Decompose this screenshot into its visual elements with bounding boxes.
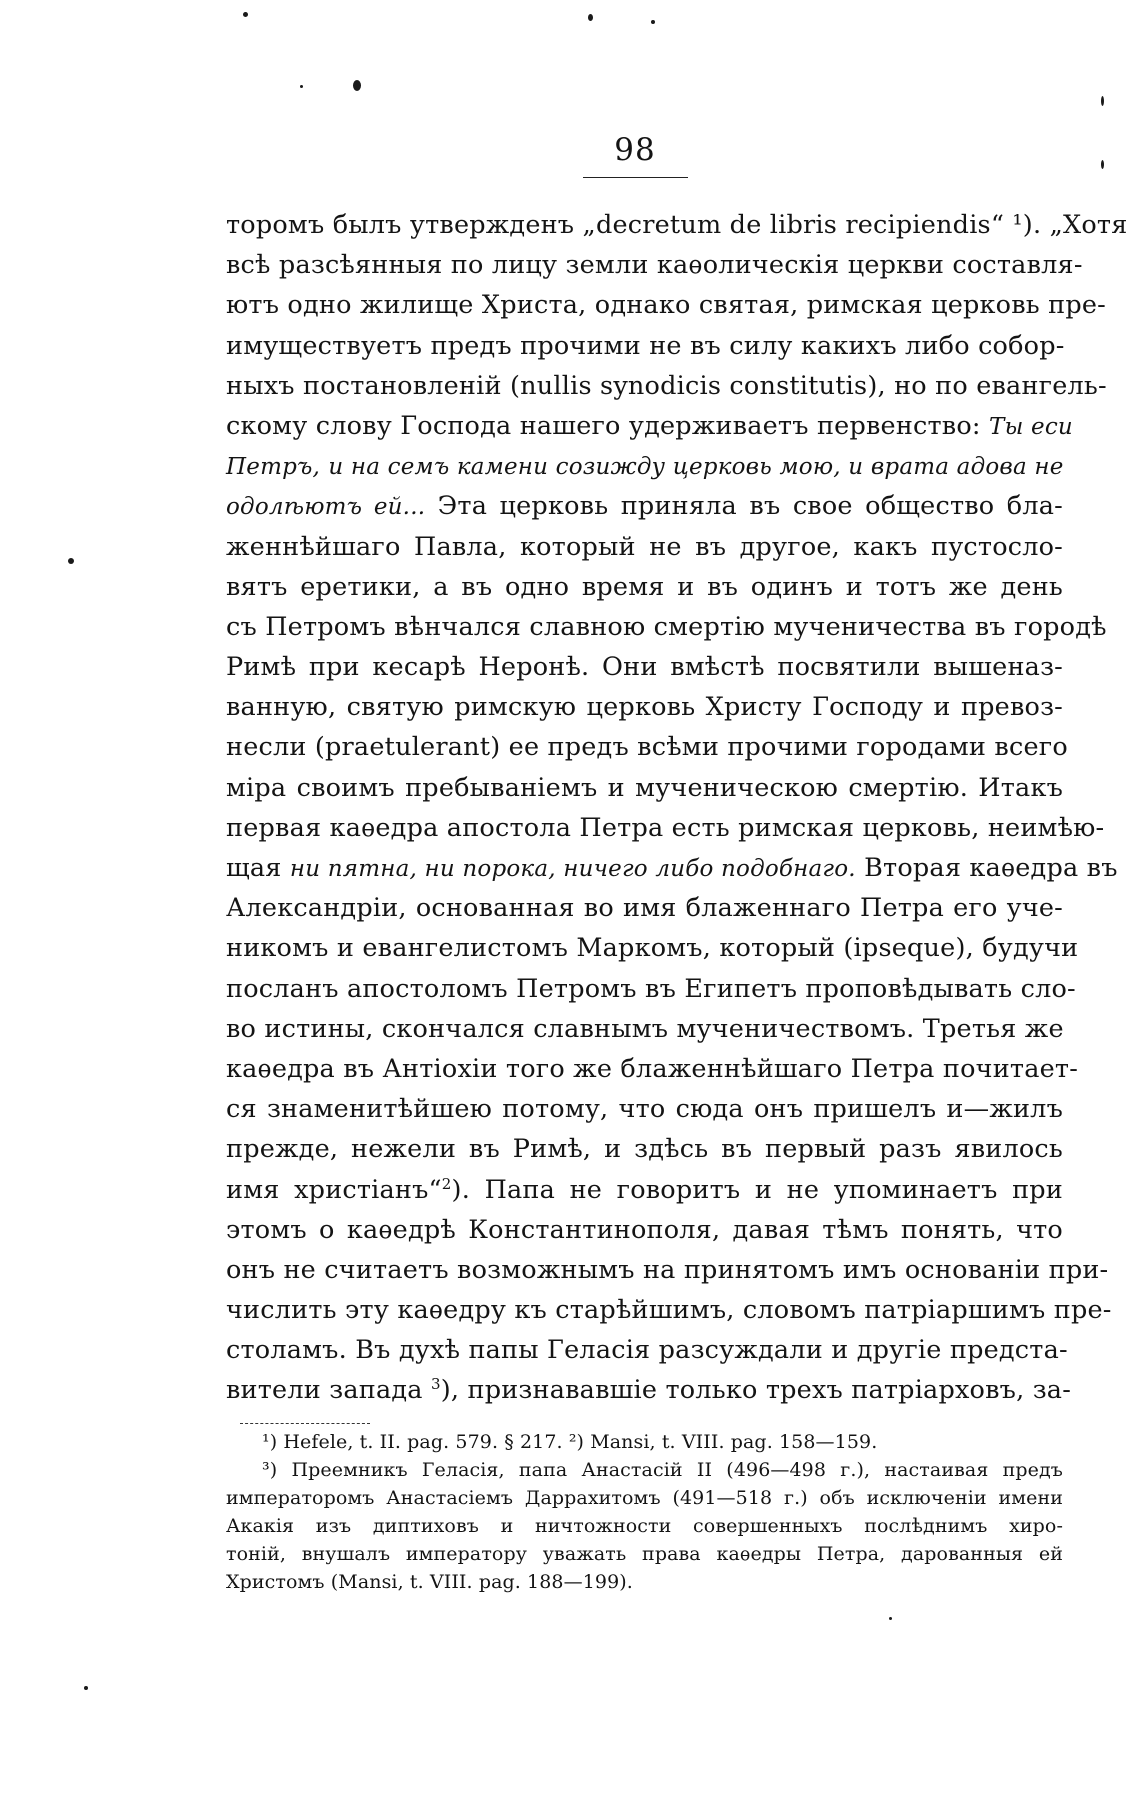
print-speck <box>300 85 303 88</box>
italic-quote: Ты еси <box>989 413 1073 440</box>
text-segment: ). Папа не говоритъ и не упоминаетъ при <box>451 1174 1063 1205</box>
text-line: прежде, нежели въ Римѣ, и здѣсь въ первый разъ явилось <box>226 1134 1063 1165</box>
print-speck <box>588 14 593 21</box>
italic-quote: Петръ, <box>226 454 321 481</box>
body-text <box>226 205 1128 1411</box>
italic-quote: и на семъ камени созижду церковь мою, и врата адова не <box>328 454 1064 481</box>
text-line <box>226 1370 1072 1410</box>
italic-quote: ни пятна, ни порока, ничего либо подобнаго. <box>289 856 856 882</box>
text-line: вятъ еретики, а въ одно время и въ одинъ и тотъ же день <box>226 571 1063 602</box>
text-line: Александріи, основанная во имя блаженнаго Петра его уче- <box>226 893 1063 924</box>
text-segment: щая <box>226 853 282 883</box>
text-line: числить эту каѳедру къ старѣйшимъ, словомъ патріаршимъ пре- <box>226 1295 1112 1326</box>
text-line: женнѣйшаго Павла, который не въ другое, какъ пустосло- <box>226 531 1063 562</box>
text-segment: Вторая каѳедра въ <box>864 853 1118 883</box>
footnote-line: ¹) Hefele, t. II. pag. 579. § 217. ²) Mansi, t. VIII. pag. 158—159. <box>262 1431 878 1453</box>
text-line <box>226 1170 1063 1210</box>
text-line: міра своимъ пребываніемъ и мученическою смертію. Итакъ <box>226 772 1063 803</box>
print-speck <box>1101 96 1104 106</box>
text-segment: имя христіанъ“ <box>226 1174 442 1205</box>
text-line: первая каѳедра апостола Петра есть римская церковь, неимѣю- <box>226 812 1105 843</box>
page-number-rule <box>583 177 688 178</box>
text-line <box>226 446 1063 486</box>
text-line: ютъ одно жилище Христа, однако святая, римская церковь пре- <box>226 290 1106 321</box>
print-speck <box>889 1617 892 1620</box>
italic-quote: одолѣютъ ей... <box>226 494 426 521</box>
print-speck <box>353 80 361 91</box>
footnote-line: императоромъ Анастасіемъ Даррахитомъ (491—518 г.) объ исключеніи имени <box>226 1487 1063 1509</box>
text-line: никомъ и евангелистомъ Маркомъ, который (ipseque), будучи <box>226 933 1079 964</box>
text-segment: ), признававшіе только трехъ патріарховъ, за- <box>440 1375 1072 1406</box>
text-line: несли (praetulerant) ее предъ всѣми прочими городами всего <box>226 732 1068 763</box>
text-line: ныхъ постановленій (nullis synodicis constitutis), но по евангель- <box>226 370 1107 401</box>
text-line <box>226 848 1118 888</box>
print-speck <box>651 20 655 24</box>
text-line: каѳедра въ Антіохіи того же блаженнѣйшаго Петра почитает- <box>226 1053 1079 1084</box>
footnotes <box>226 1428 1063 1596</box>
text-line: посланъ апостоломъ Петромъ въ Египетъ проповѣдывать сло- <box>226 973 1076 1004</box>
footnote-separator <box>240 1423 370 1424</box>
text-segment: Эта церковь приняла въ свое общество бла- <box>437 491 1063 522</box>
footnote-line: ³) Преемникъ Геласія, папа Анастасій II (496—498 г.), настаивая предъ <box>262 1459 1063 1481</box>
text-segment: вители запада <box>226 1375 423 1406</box>
text-line: торомъ былъ утвержденъ „decretum de libris recipiendis“ ¹). „Хотя <box>226 210 1128 240</box>
print-speck <box>243 12 248 17</box>
print-speck <box>68 558 74 564</box>
text-line: во истины, скончался славнымъ мученичествомъ. Третья же <box>226 1013 1064 1044</box>
text-line: этомъ о каѳедрѣ Константинополя, давая тѣмъ понять, что <box>226 1214 1063 1245</box>
text-line: всѣ разсѣянныя по лицу земли каѳолическія церкви составля- <box>226 250 1083 281</box>
text-line <box>226 406 1073 446</box>
footnote-line: Христомъ (Mansi, t. VIII. pag. 188—199). <box>226 1571 633 1593</box>
text-line: съ Петромъ вѣнчался славною смертію мученичества въ городѣ <box>226 611 1107 642</box>
page-number: 98 <box>614 132 656 168</box>
text-line: ся знаменитѣйшею потому, что сюда онъ пришелъ и—жилъ <box>226 1094 1063 1125</box>
text-segment: скому слову Господа нашего удерживаетъ первенство: <box>226 410 981 441</box>
text-line: столамъ. Въ духѣ папы Геласія разсуждали и другіе предста- <box>226 1335 1068 1366</box>
print-speck <box>1101 160 1104 169</box>
text-line: имуществуетъ предъ прочими не въ силу какихъ либо собор- <box>226 330 1065 361</box>
footnote-ref: 3 <box>430 1375 441 1394</box>
footnote-line: Акакія изъ диптиховъ и ничтожности совершенныхъ послѣднимъ хиро- <box>226 1515 1063 1537</box>
footnote-ref: 2 <box>441 1174 452 1193</box>
text-line: Римѣ при кесарѣ Неронѣ. Они вмѣстѣ посвятили вышеназ- <box>226 652 1063 683</box>
print-speck <box>84 1686 88 1690</box>
text-line <box>226 486 1063 526</box>
text-line: онъ не считаетъ возможнымъ на принятомъ имъ основаніи при- <box>226 1254 1109 1285</box>
footnote-line: тоній, внушалъ императору уважать права каѳедры Петра, дарованныя ей <box>226 1543 1063 1565</box>
text-line: ванную, святую римскую церковь Христу Господу и превоз- <box>226 692 1063 723</box>
